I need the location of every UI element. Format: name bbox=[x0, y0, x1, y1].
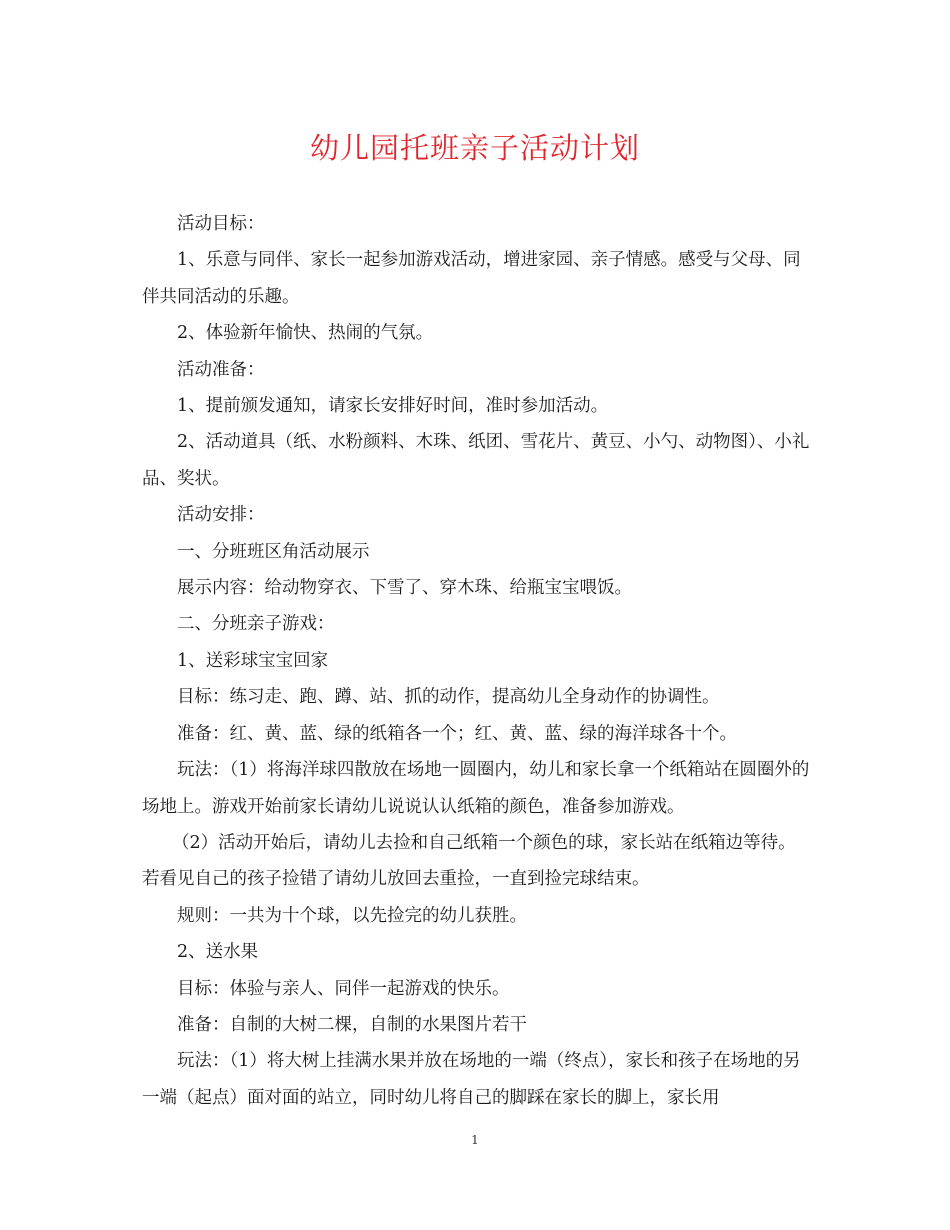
paragraph: 目标：体验与亲人、同伴一起游戏的快乐。 bbox=[177, 978, 510, 999]
paragraph: 准备：自制的大树二棵，自制的水果图片若干 bbox=[177, 1014, 527, 1035]
paragraph: 1、送彩球宝宝回家 bbox=[177, 650, 329, 671]
paragraph: 一、分班班区角活动展示 bbox=[177, 541, 370, 562]
document-body bbox=[142, 206, 810, 1116]
page-number: 1 bbox=[471, 1133, 479, 1147]
paragraph: 活动准备： bbox=[177, 359, 265, 380]
paragraph: 活动安排： bbox=[177, 505, 265, 526]
paragraph: 目标：练习走、跑、蹲、站、抓的动作，提高幼儿全身动作的协调性。 bbox=[177, 687, 720, 708]
paragraph: （2）活动开始后，请幼儿去捡和自己纸箱一个颜色的球，家长站在纸箱边等待。若看见自己的孩子捡错了请幼儿放回去重捡，一直到捡完球结束。 bbox=[142, 832, 796, 890]
paragraph: 活动目标： bbox=[177, 214, 265, 234]
paragraph: 2、送水果 bbox=[177, 942, 259, 963]
paragraph: 规则：一共为十个球，以先捡完的幼儿获胜。 bbox=[177, 905, 527, 926]
paragraph: 玩法：（1）将大树上挂满水果并放在场地的一端（终点），家长和孩子在场地的另一端（起点）面对面的站立，同时幼儿将自己的脚踩在家长的脚上，家长用 bbox=[142, 1051, 801, 1108]
paragraph: 玩法：（1）将海洋球四散放在场地一圆圈内，幼儿和家长拿一个纸箱站在圆圈外的场地上。游戏开始前家长请幼儿说说认认纸箱的颜色，准备参加游戏。 bbox=[142, 760, 810, 817]
paragraph: 准备：红、黄、蓝、绿的纸箱各一个；红、黄、蓝、绿的海洋球各十个。 bbox=[177, 723, 737, 744]
paragraph: 1、提前颁发通知，请家长安排好时间，准时参加活动。 bbox=[177, 396, 609, 417]
paragraph: 2、活动道具（纸、水粉颜料、木珠、纸团、雪花片、黄豆、小勺、动物图）、小礼品、奖状。 bbox=[142, 432, 810, 489]
paragraph: 二、分班亲子游戏： bbox=[177, 614, 335, 635]
document-title: 幼儿园托班亲子活动计划 bbox=[309, 131, 640, 165]
paragraph: 2、体验新年愉快、热闹的气氛。 bbox=[177, 323, 434, 344]
paragraph: 展示内容：给动物穿衣、下雪了、穿木珠、给瓶宝宝喂饭。 bbox=[177, 578, 632, 599]
paragraph: 1、乐意与同伴、家长一起参加游戏活动，增进家园、亲子情感。感受与父母、同伴共同活动的乐趣。 bbox=[142, 250, 801, 307]
